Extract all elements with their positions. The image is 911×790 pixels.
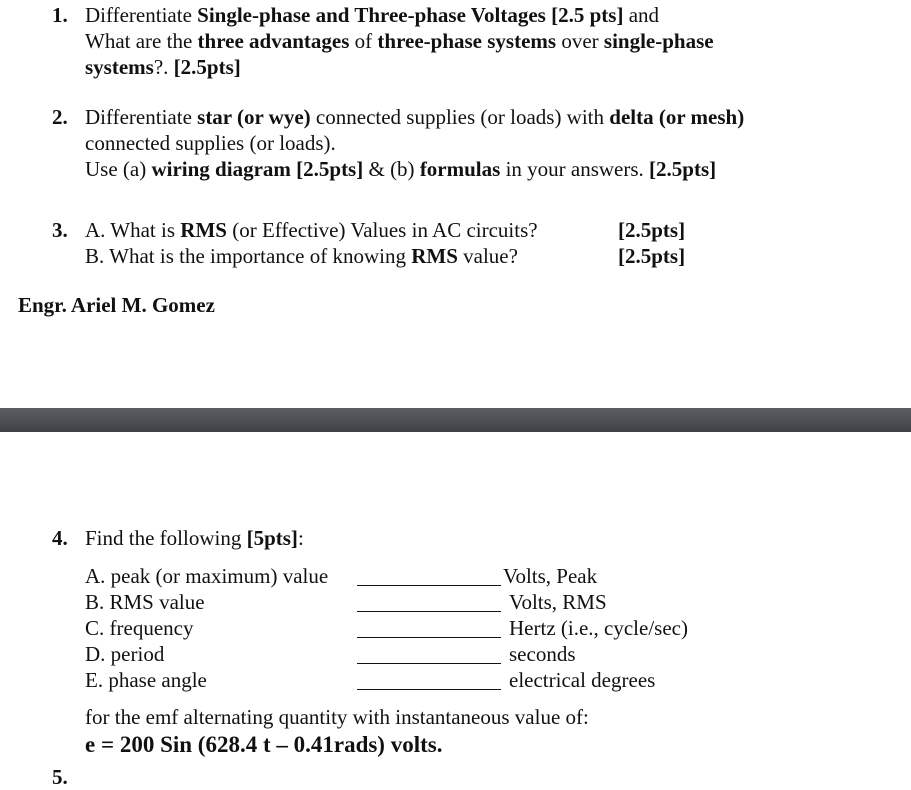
q2-line3 — [85, 156, 716, 182]
q2-number: 2. — [52, 105, 68, 129]
q1-bold: three-phase systems — [377, 29, 557, 53]
q4-points: [5pts] — [246, 526, 298, 550]
q2-text: Differentiate — [85, 105, 198, 129]
q2-points: [2.5pts] — [296, 157, 364, 181]
q4-item-unit: Volts, Peak — [503, 564, 598, 588]
q3-bold: RMS — [411, 244, 458, 268]
q1-bold: systems — [85, 55, 154, 79]
clipped-next-line: 5. — [52, 765, 68, 789]
q1-text: and — [623, 3, 660, 27]
q4-item-label: D. period — [85, 642, 165, 666]
q2-line1 — [85, 104, 744, 130]
answer-blank[interactable] — [357, 585, 501, 586]
q1-bold: three advantages — [197, 29, 350, 53]
q1-number: 1. — [52, 3, 68, 27]
q4-item-label: A. peak (or maximum) value — [85, 564, 329, 588]
q1-text: Differentiate — [85, 3, 198, 27]
q4-text: : — [297, 526, 304, 550]
q3-text: B. What is the importance of knowing — [85, 244, 412, 268]
q3-bold: RMS — [180, 218, 227, 242]
q2-text: & (b) — [363, 157, 420, 181]
q1-text: What are the — [85, 29, 198, 53]
q1-points: [2.5 pts] — [551, 3, 624, 27]
answer-blank[interactable] — [357, 611, 501, 612]
q1-line3 — [85, 54, 241, 80]
q4-item-unit: electrical degrees — [509, 668, 656, 692]
page-separator — [0, 408, 911, 432]
author-name: Engr. Ariel M. Gomez — [18, 293, 215, 317]
q1-text: over — [556, 29, 604, 53]
q3-line-b — [85, 243, 518, 269]
q2-bold: formulas — [419, 157, 501, 181]
q1-points: [2.5pts] — [173, 55, 241, 79]
q4-heading — [85, 525, 304, 551]
q2-bold: delta (or mesh) — [609, 105, 745, 129]
q2-line2: connected supplies (or loads). — [85, 131, 336, 155]
q3-points-a: [2.5pts] — [618, 218, 686, 242]
q4-item-unit: Hertz (i.e., cycle/sec) — [509, 616, 688, 640]
answer-blank[interactable] — [357, 689, 501, 690]
q1-line2 — [85, 28, 714, 54]
q4-item-unit: seconds — [509, 642, 576, 666]
q4-number: 4. — [52, 526, 68, 550]
q1-line1 — [85, 2, 659, 28]
q4-item-label: B. RMS value — [85, 590, 205, 614]
q1-bold: single-phase — [603, 29, 714, 53]
q2-text: Use (a) — [85, 157, 152, 181]
emf-equation: e = 200 Sin (628.4 t – 0.41rads) volts. — [85, 732, 443, 757]
q4-item-label: E. phase angle — [85, 668, 207, 692]
q4-item-unit: Volts, RMS — [509, 590, 607, 614]
q1-text: of — [349, 29, 378, 53]
q2-text: in your answers. — [500, 157, 650, 181]
q1-text: ?. — [153, 55, 174, 79]
q3-text: value? — [457, 244, 518, 268]
q2-bold: wiring diagram — [151, 157, 291, 181]
q1-bold: Single-phase and Three-phase Voltages — [197, 3, 546, 27]
answer-blank[interactable] — [357, 637, 501, 638]
q4-text: Find the following — [85, 526, 247, 550]
q3-line-a — [85, 217, 538, 243]
q2-text: connected supplies (or loads) with — [310, 105, 610, 129]
q3-points-b: [2.5pts] — [618, 244, 686, 268]
q2-bold: star (or wye) — [197, 105, 311, 129]
q3-number: 3. — [52, 218, 68, 242]
answer-blank[interactable] — [357, 663, 501, 664]
q3-text: A. What is — [85, 218, 181, 242]
q4-for-text: for the emf alternating quantity with instantaneous value of: — [85, 705, 589, 729]
q2-points: [2.5pts] — [649, 157, 717, 181]
q3-text: (or Effective) Values in AC circuits? — [226, 218, 538, 242]
q4-item-label: C. frequency — [85, 616, 194, 640]
